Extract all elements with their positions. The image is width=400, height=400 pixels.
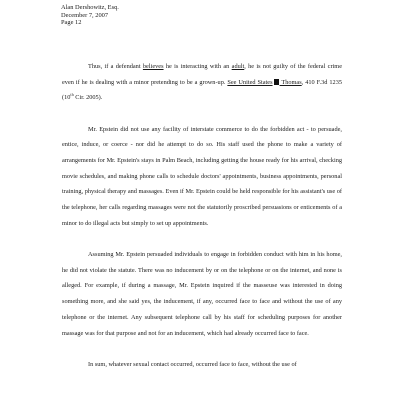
paragraph-4: In sum, whatever sexual contact occurred, occurred face to face, without the use of [88,360,297,368]
paragraph-1: Thus, if a defendant believes he is interacting with an adult, he is not guilty of the federal crime even if he is dealing with a minor pretending to be a grown-up. See United States Thomas, 410 F.3d 1235 (10th Cir. 2005). [62,63,342,102]
header-page-number: Page 12 [61,19,82,27]
letter-header [61,4,119,27]
redaction-box [274,79,279,85]
emphasis-adult: adult [231,63,245,70]
emphasis-believes: believes [142,63,164,70]
paragraph-2: Mr. Epstein did not use any facility of interstate commerce to do the forbidden act - to persuade, entice, induce, or coerce - nor did he attempt to do so. His staff used the phone to make a variety of arrangements for Mr. Epstein's stays in Palm Beach, including getting the house ready for his arrival, checking movie schedules, and making phone calls to schedule doctors' appointments, business appointments, personal training, physical therapy and massages. Even if Mr. Epstein could be held responsible for his assistant's use of the telephone, her calls regarding massages were not the statutorily proscribed persuasions or enticements of a minor to do illegal acts but simply to set up appointments. [62,125,342,227]
paragraph-3: Assuming Mr. Epstein persuaded individuals to engage in forbidden conduct with him in his home, he did not violate the statute. There was no inducement by or on the telephone or on the internet, and none is alleged. For example, if during a massage, Mr. Epstein inquired if the masseuse was interested in doing something more, and she said yes, the inducement, if any, occurred face to face and without the use of any telephone or the internet. Any subsequent telephone call by his staff for scheduling purposes for another massage was for that purpose and not for an inducement, which had already occurred face to face. [62,251,342,337]
header-addressee: Alan Dershowitz, Esq. [61,4,119,11]
citation-thomas: Thomas [279,78,302,86]
header-date: December 7, 2007 [61,11,109,19]
letter-body [62,59,342,372]
citation-see-united-states: See United States [227,78,273,86]
